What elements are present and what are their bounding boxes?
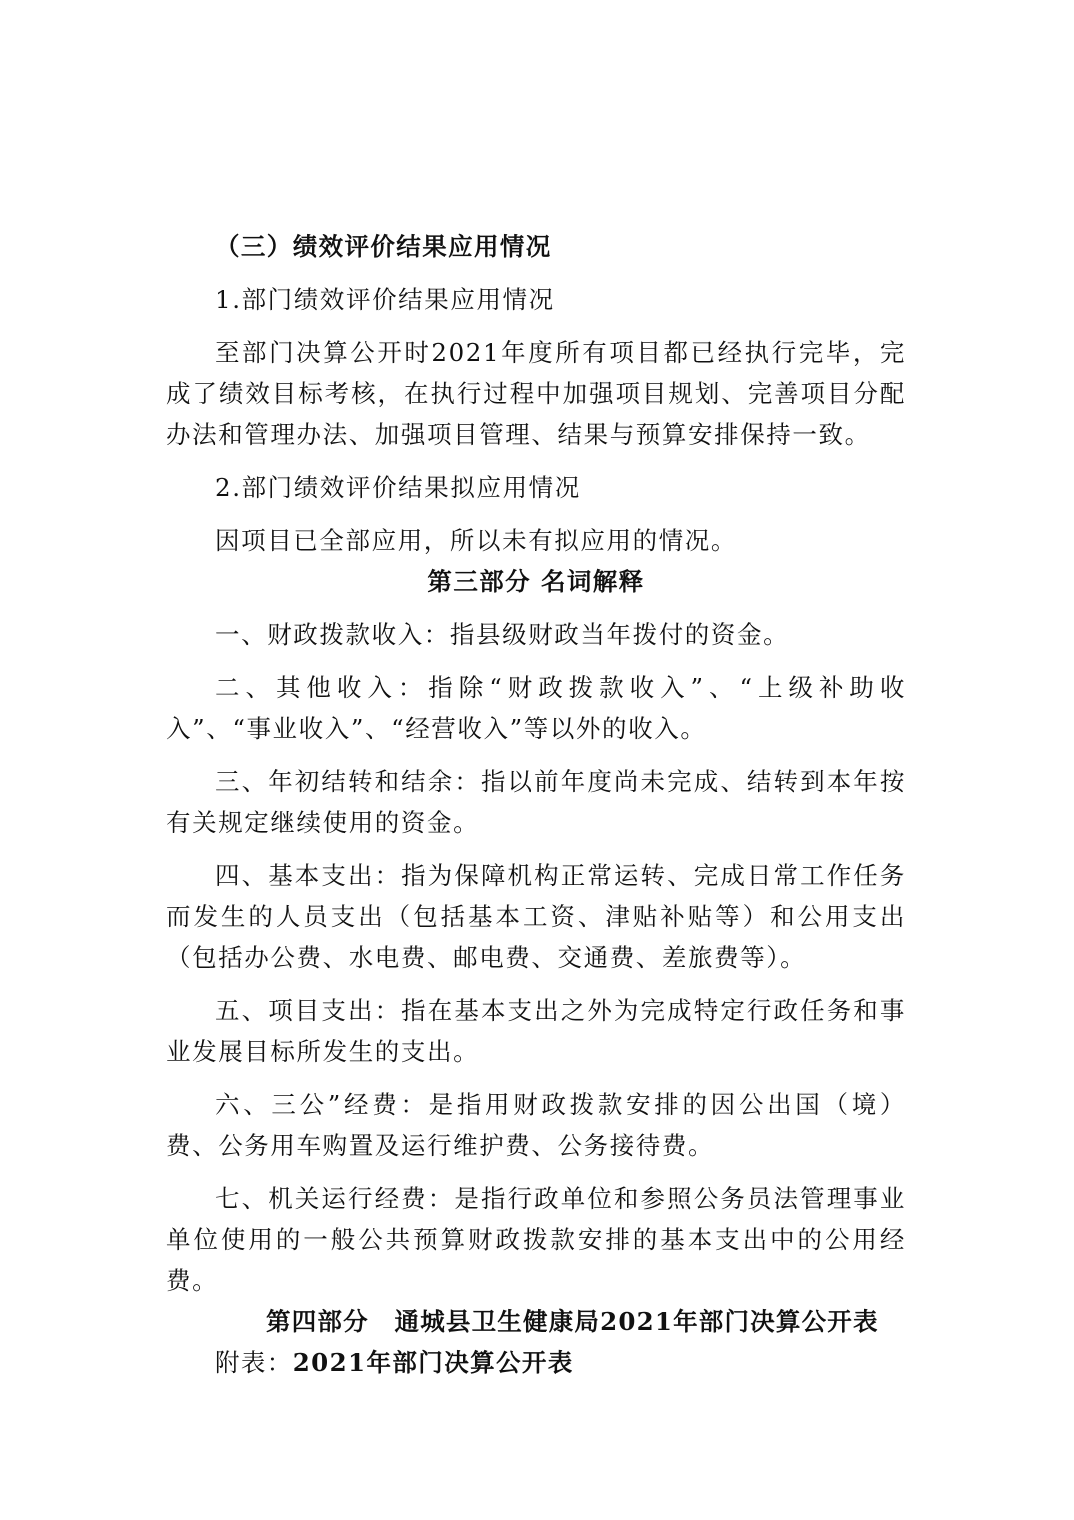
term-item-6: 六、三公”经费：是指用财政拨款安排的因公出国（境）费、公务用车购置及运行维护费、公务接待费。 [166,1090,906,1160]
section-title-performance-application: （三）绩效评价结果应用情况 [215,232,552,261]
term-item-4: 四、基本支出：指为保障机构正常运转、完成日常工作任务而发生的人员支出（包括基本工资、津贴补贴等）和公用支出（包括办公费、水电费、邮电费、交通费、差旅费等）。 [166,861,906,972]
term-item-7: 七、机关运行经费：是指行政单位和参照公务员法管理事业单位使用的一般公共预算财政拨款安排的基本支出中的公用经费。 [166,1184,906,1295]
subsection-title-2: 2.部门绩效评价结果拟应用情况 [215,473,581,502]
term-item-1: 一、财政拨款收入：指县级财政当年拨付的资金。 [215,620,790,649]
term-item-3: 三、年初结转和结余：指以前年度尚未完成、结转到本年按有关规定继续使用的资金。 [166,767,906,837]
part3-heading: 第三部分 名词解释 [427,567,645,596]
part4-heading: 第四部分 通城县卫生健康局2021年部门决算公开表 [266,1307,879,1336]
term-item-2: 二、其他收入：指除“财政拨款收入”、“上级补助收入”、“事业收入”、“经营收入”等以外的收入。 [166,673,906,743]
term-item-5: 五、项目支出：指在基本支出之外为完成特定行政任务和事业发展目标所发生的支出。 [166,996,906,1066]
subsection-title-1: 1.部门绩效评价结果应用情况 [215,285,555,314]
paragraph-sub2-body: 因项目已全部应用，所以未有拟应用的情况。 [215,526,737,555]
document-body [166,226,906,1383]
attachment-line [166,1342,906,1383]
paragraph-sub1-body: 至部门决算公开时2021年度所有项目都已经执行完毕，完成了绩效目标考核，在执行过程中加强项目规划、完善项目分配办法和管理办法、加强项目管理、结果与预算安排保持一致。 [166,338,906,449]
attachment-label: 附表： [215,1348,293,1377]
attachment-title: 2021年部门决算公开表 [292,1348,574,1377]
